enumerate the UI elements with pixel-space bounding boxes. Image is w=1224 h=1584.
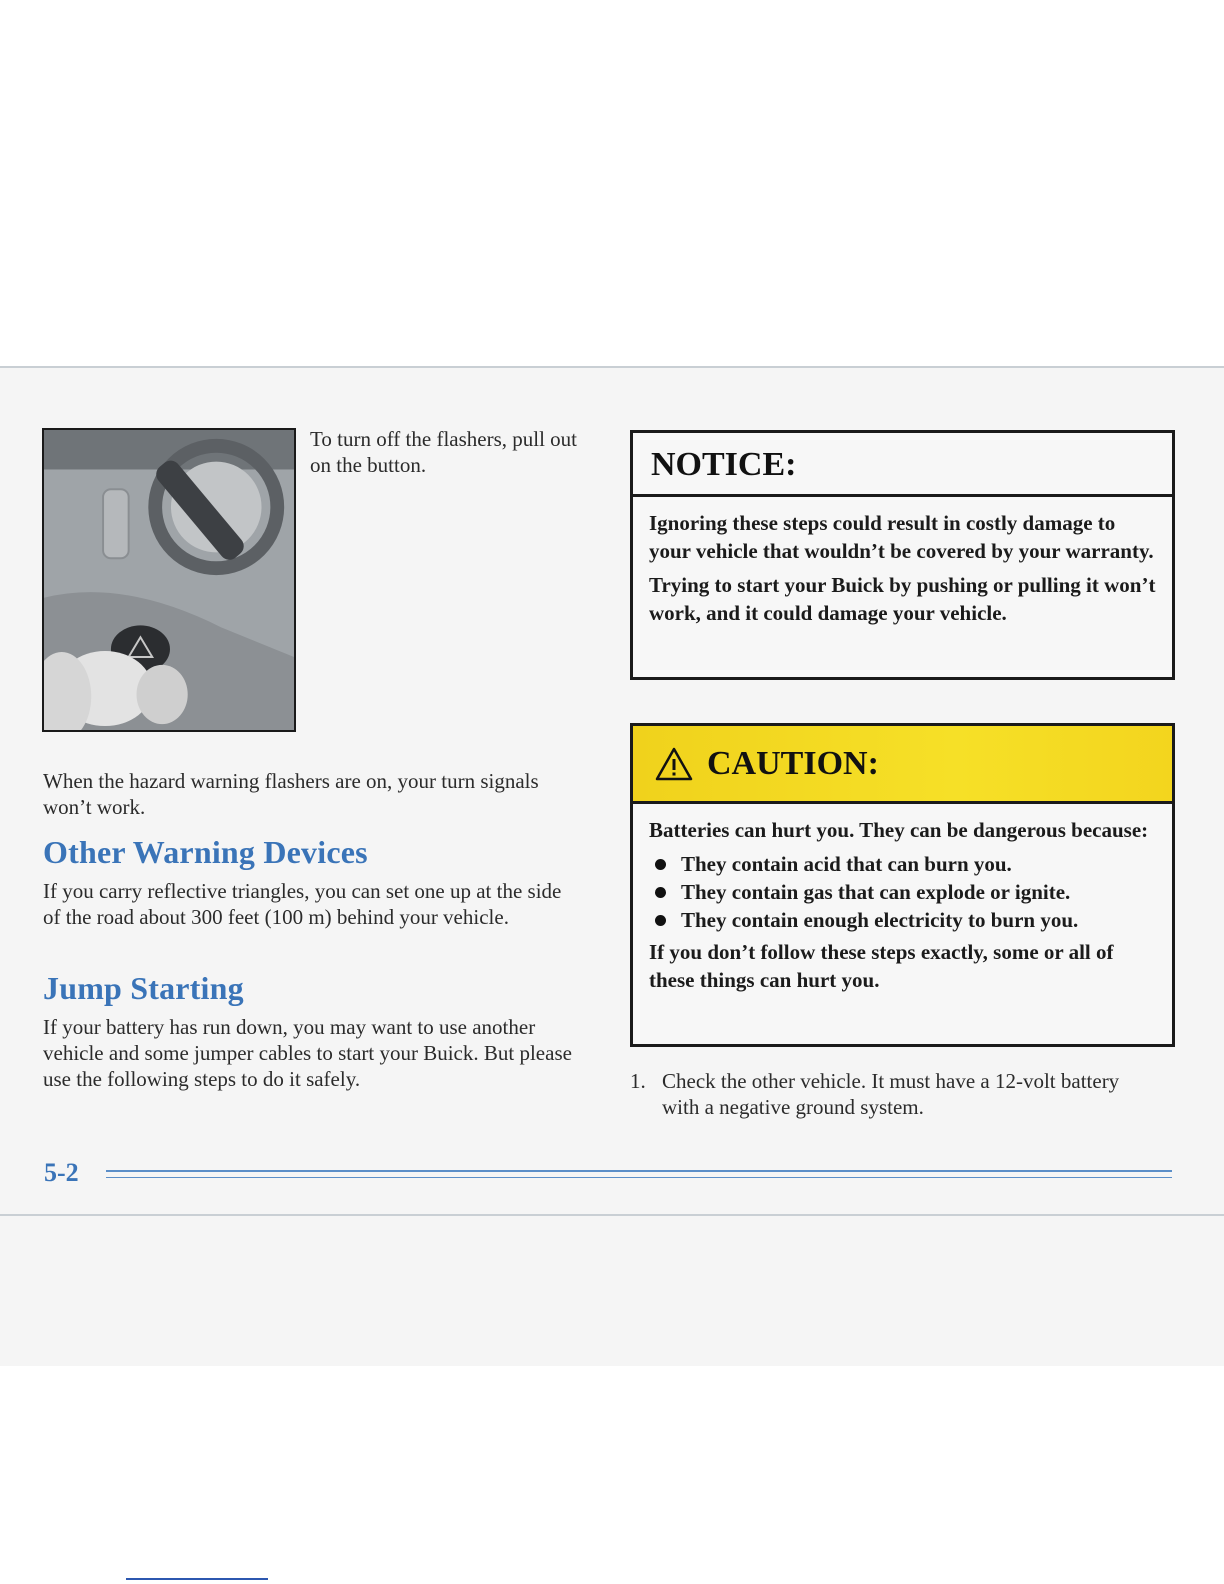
- caution-intro: Batteries can hurt you. They can be dangerous because:: [649, 818, 1149, 842]
- caution-body: [633, 804, 1172, 994]
- hazard-text: When the hazard warning flashers are on, your turn signals won’t work.: [43, 769, 539, 819]
- bullet-icon: [655, 915, 666, 926]
- hazard-button-photo: [42, 428, 296, 732]
- warning-triangle-icon: [655, 747, 693, 781]
- step-item: [630, 1068, 1150, 1120]
- footer-rule: [106, 1177, 1172, 1178]
- caution-closing: If you don’t follow these steps exactly, some or all of these things can hurt you.: [649, 940, 1114, 992]
- notice-paragraph: Ignoring these steps could result in costly damage to your vehicle that wouldn’t be covered by your warranty.: [649, 511, 1154, 563]
- caution-header: [633, 726, 1172, 804]
- notice-body: [633, 497, 1172, 627]
- bullet-text: They contain enough electricity to burn you.: [681, 908, 1079, 932]
- bottom-stub-line: [126, 1578, 268, 1580]
- section-heading-other-warning-devices: Other Warning Devices: [43, 834, 368, 870]
- bullet-icon: [655, 859, 666, 870]
- flash-off-text: To turn off the flashers, pull out on the button.: [310, 427, 578, 477]
- step-number: 1.: [630, 1069, 646, 1093]
- footer-rule: [106, 1170, 1172, 1172]
- list-item: [649, 906, 1156, 934]
- list-item: [649, 878, 1156, 906]
- notice-title: NOTICE:: [633, 433, 1172, 497]
- notice-box: [630, 430, 1175, 680]
- caution-bullet-list: [649, 850, 1156, 934]
- page-number: 5-2: [44, 1158, 79, 1187]
- page-top-edge: [0, 366, 1224, 368]
- page-bottom-edge: [0, 1214, 1224, 1216]
- list-item: [649, 850, 1156, 878]
- caution-box: [630, 723, 1175, 1047]
- notice-paragraph: Trying to start your Buick by pushing or pulling it won’t work, and it could damage your vehicle.: [649, 573, 1156, 625]
- jump-starting-text: If your battery has run down, you may want to use another vehicle and some jumper cables to start your Buick. But please use the following steps to do it safely.: [43, 1015, 572, 1091]
- bullet-text: They contain gas that can explode or ignite.: [681, 880, 1071, 904]
- section-heading-jump-starting: Jump Starting: [43, 970, 244, 1006]
- bullet-icon: [655, 887, 666, 898]
- step-text: Check the other vehicle. It must have a 12-volt battery with a negative ground system.: [662, 1069, 1120, 1119]
- caution-title: CAUTION:: [707, 744, 879, 782]
- bullet-text: They contain acid that can burn you.: [681, 852, 1012, 876]
- other-warning-text: If you carry reflective triangles, you can set one up at the side of the road about 300 feet (100 m) behind your vehicle.: [43, 879, 562, 929]
